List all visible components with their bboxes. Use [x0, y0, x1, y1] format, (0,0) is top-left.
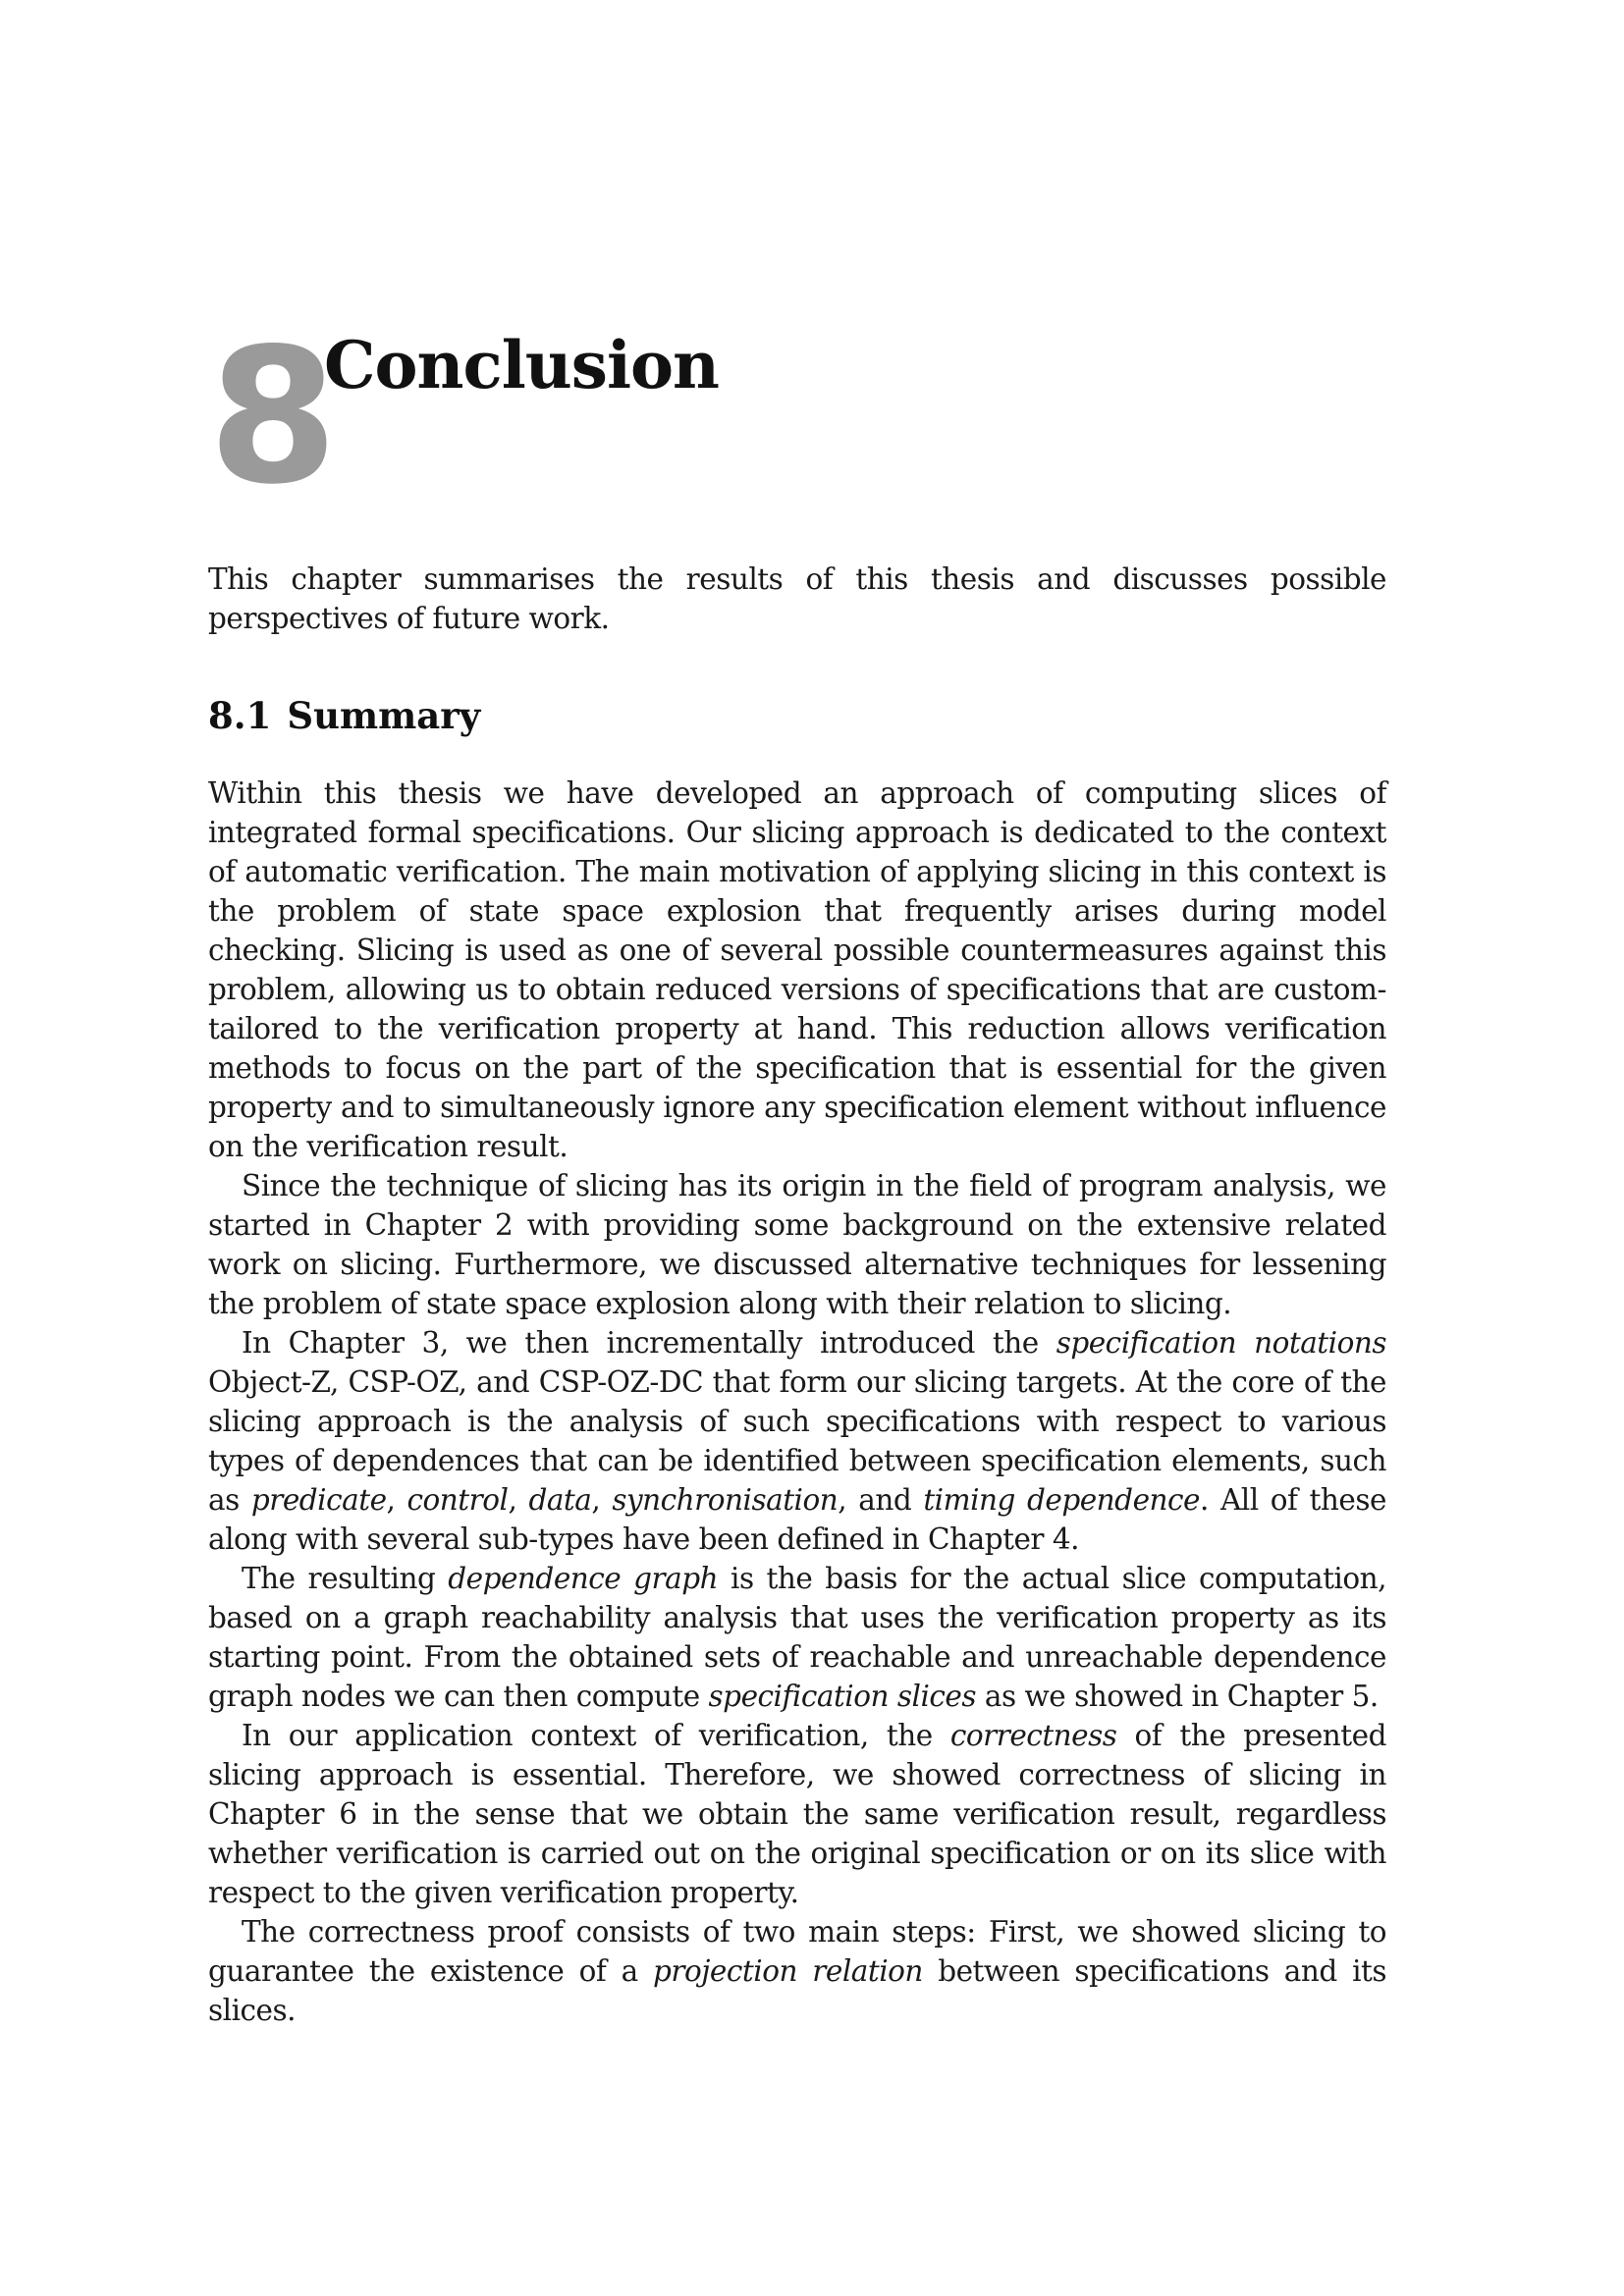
emphasis-term: correctness [949, 1719, 1117, 1752]
paragraph-text: is the basis for the actual slice computation, based on a graph reachability analysis that uses the verification property as its starting point. From the obtained sets of reachable and unreachable dependence graph nodes we can then compute [208, 1562, 1386, 1713]
paragraph-text: The correctness proof consists of two main steps: First, we showed slicing to guarantee the existence of a [208, 1915, 1386, 1988]
paragraph-5 [208, 1716, 1386, 1912]
paragraph-text: of the presented slicing approach is essential. Therefore, we showed correctness of slicing in Chapter 6 in the sense that we obtain the same verification result, regardless whether verification is carried out on the original specification or on its slice with respect to the given verification property. [208, 1719, 1387, 1909]
paragraph-6 [208, 1912, 1386, 2030]
emphasis-term: specification slices [708, 1680, 977, 1713]
paragraph-text: , [386, 1483, 407, 1517]
paragraph-text: between specifications and its slices. [208, 1954, 1387, 2027]
paragraph-text: . All of these along with several sub-types have been defined in Chapter 4. [208, 1483, 1386, 1556]
emphasis-term: control [406, 1483, 509, 1517]
emphasis-term: data [528, 1483, 592, 1517]
summary-body [208, 774, 1386, 2030]
emphasis-term: projection relation [653, 1954, 923, 1988]
section-title: Summary [287, 694, 481, 737]
section-number: 8.1 [208, 694, 272, 737]
paragraph-text: In our application context of verification, the [242, 1719, 950, 1752]
chapter-title: Conclusion [324, 327, 720, 403]
emphasis-term: timing dependence [923, 1483, 1201, 1517]
paragraph-text: In Chapter 3, we then incrementally introduced the [242, 1326, 1056, 1360]
chapter-intro: This chapter summarises the results of this thesis and discusses possible perspectives of future work. [208, 562, 1386, 635]
emphasis-term: specification notations [1056, 1326, 1386, 1360]
chapter-number: 8 [208, 308, 335, 525]
paragraph-text: as we showed in Chapter 5. [976, 1680, 1379, 1713]
paragraph-text: Within this thesis we have developed an approach of computing slices of integrated formal specifications. Our slicing approach is dedicated to the context of automatic verification. The main motivation of applying slicing in this context is the problem of state space explosion that frequently arises during model checking. Slicing is used as one of several possible countermeasures against this problem, allowing us to obtain reduced versions of specifications that are custom-tailored to the verification property at hand. This reduction allows verification methods to focus on the part of the specification that is essential for the given property and to simultaneously ignore any specification element without influence on the verification result. [208, 776, 1386, 1163]
emphasis-term: synchronisation [612, 1483, 839, 1517]
paragraph-text: , [591, 1483, 613, 1517]
paragraph-1 [208, 774, 1386, 1166]
paragraph-text: Since the technique of slicing has its origin in the field of program analysis, we started in Chapter 2 with providing some background on the extensive related work on slicing. Furthermore, we discussed alternative techniques for lessening the problem of state space explosion along with their relation to slicing. [208, 1169, 1386, 1320]
paragraph-text: The resulting [242, 1562, 449, 1595]
paragraph-4 [208, 1559, 1386, 1716]
paragraph-text: Object-Z, CSP-OZ, and CSP-OZ-DC that form our slicing targets. At the core of the slicing approach is the analysis of such specifications with respect to various types of dependences that can be identified between specification elements, such as [208, 1365, 1386, 1517]
section-heading [208, 694, 480, 737]
paragraph-text: , and [838, 1483, 924, 1517]
paragraph-text: , [508, 1483, 529, 1517]
emphasis-term: dependence graph [448, 1562, 719, 1595]
emphasis-term: predicate [250, 1483, 387, 1517]
chapter-heading [208, 308, 1386, 525]
paragraph-3 [208, 1323, 1386, 1559]
paragraph-2 [208, 1166, 1386, 1323]
